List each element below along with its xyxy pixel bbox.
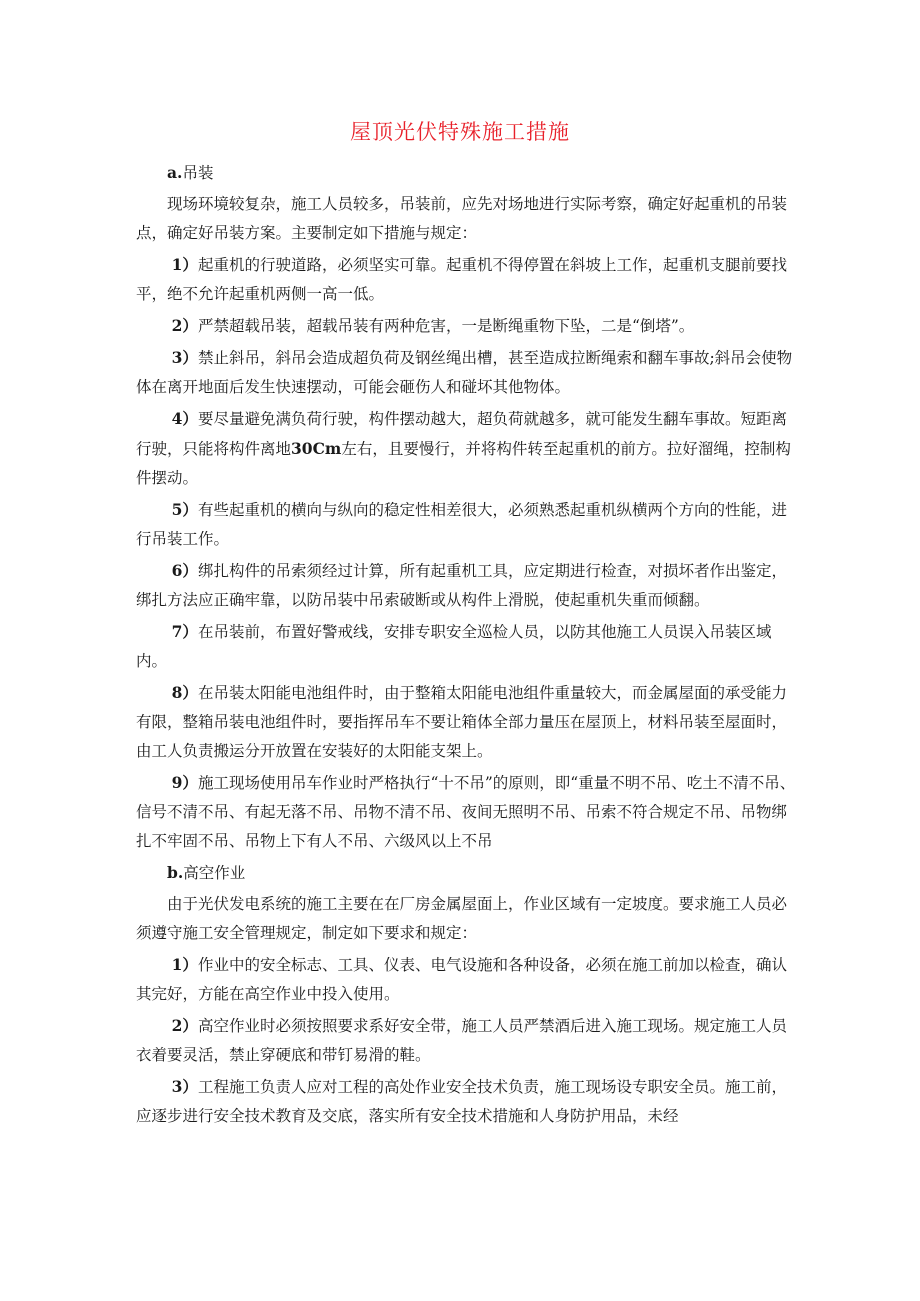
item-bold-value: 30Cm xyxy=(291,439,342,458)
item-text: 有些起重机的横向与纵向的稳定性相差很大，必须熟悉起重机纵横两个方向的性能，进行吊装工作。 xyxy=(136,501,787,548)
list-item xyxy=(136,768,796,856)
section-title: 高空作业 xyxy=(183,864,246,882)
document-body xyxy=(136,158,796,1133)
item-text: 作业中的安全标志、工具、仪表、电气设施和各种设备，必须在施工前加以检查，确认其完好，方能在高空作业中投入使用。 xyxy=(136,956,787,1003)
list-item xyxy=(136,950,796,1009)
item-number: 7） xyxy=(171,622,198,641)
item-number: 3） xyxy=(171,1077,198,1096)
list-item xyxy=(136,343,796,402)
item-text: 在吊装太阳能电池组件时，由于整箱太阳能电池组件重量较大，而金属屋面的承受能力有限，整箱吊装电池组件时，要指挥吊车不要让箱体全部力量压在屋顶上，材料吊装至屋面时，由工人负责搬运分开放置在安装好的太阳能支架上。 xyxy=(136,684,788,760)
list-item xyxy=(136,556,796,615)
item-number: 1） xyxy=(171,955,198,974)
section-a-intro: 现场环境较复杂，施工人员较多，吊装前，应先对场地进行实际考察，确定好起重机的吊装点，确定好吊装方案。主要制定如下措施与规定： xyxy=(136,195,788,242)
item-text: 高空作业时必须按照要求系好安全带，施工人员严禁酒后进入施工现场。规定施工人员衣着要灵活，禁止穿硬底和带钉易滑的鞋。 xyxy=(136,1017,787,1064)
page-title: 屋顶光伏特殊施工措施 xyxy=(350,120,570,144)
item-number: 4） xyxy=(171,409,198,428)
section-letter: b. xyxy=(167,863,184,882)
list-item xyxy=(136,311,796,341)
list-item xyxy=(136,617,796,676)
section-letter: a. xyxy=(167,163,183,182)
item-number: 5） xyxy=(171,500,198,519)
item-text: 要尽量避免满负荷行驶，构件摆动越大，超负荷就越多，就可能发生翻车事故。短距离行驶，只能将构件离地 xyxy=(136,410,787,458)
item-text: 绑扎构件的吊索须经过计算，所有起重机工具，应定期进行检查，对损坏者作出鉴定，绑扎方法应正确牢靠，以防吊装中吊索破断或从构件上滑脱，使起重机失重而倾翻。 xyxy=(136,562,787,609)
item-number: 9） xyxy=(171,773,198,792)
item-text: 左右，且要慢行，并将构件转至起重机的前方。拉好溜绳，控制构件摆动。 xyxy=(136,440,791,487)
item-text: 起重机的行驶道路，必须坚实可靠。起重机不得停置在斜坡上工作，起重机支腿前要找平，绝不允许起重机两侧一高一低。 xyxy=(136,256,787,303)
item-text: 施工现场使用吊车作业时严格执行“十不吊”的原则，即“重量不明不吊、吃土不清不吊、信号不清不吊、有起无落不吊、吊物不清不吊、夜间无照明不吊、吊索不符合规定不吊、吊物绑扎不牢固不吊、吊物上下有人不吊、六级风以上不吊 xyxy=(136,774,796,850)
item-text: 工程施工负责人应对工程的高处作业安全技术负责，施工现场设专职安全员。施工前，应逐步进行安全技术教育及交底，落实所有安全技术措施和人身防护用品，未经 xyxy=(136,1078,787,1125)
section-b-heading xyxy=(136,858,796,888)
item-number: 2） xyxy=(171,1016,198,1035)
section-title: 吊装 xyxy=(182,164,214,182)
list-item xyxy=(136,678,796,766)
list-item xyxy=(136,495,796,554)
list-item xyxy=(136,404,796,493)
item-text: 禁止斜吊，斜吊会造成超负荷及钢丝绳出槽，甚至造成拉断绳索和翻车事故;斜吊会使物体在离开地面后发生快速摆动，可能会砸伤人和碰坏其他物体。 xyxy=(136,349,793,396)
item-number: 8） xyxy=(171,683,198,702)
list-item xyxy=(136,1011,796,1070)
section-a-heading xyxy=(136,158,796,188)
item-number: 1） xyxy=(171,255,198,274)
section-b-intro: 由于光伏发电系统的施工主要在在厂房金属屋面上，作业区域有一定坡度。要求施工人员必须遵守施工安全管理规定，制定如下要求和规定： xyxy=(136,895,788,942)
item-number: 2） xyxy=(171,316,198,335)
item-number: 3） xyxy=(171,348,198,367)
list-item xyxy=(136,250,796,309)
item-number: 6） xyxy=(171,561,198,580)
item-text: 严禁超载吊装，超载吊装有两种危害，一是断绳重物下坠，二是“倒塔”。 xyxy=(197,317,695,335)
item-text: 在吊装前，布置好警戒线，安排专职安全巡检人员，以防其他施工人员误入吊装区域内。 xyxy=(136,623,772,670)
list-item xyxy=(136,1072,796,1131)
